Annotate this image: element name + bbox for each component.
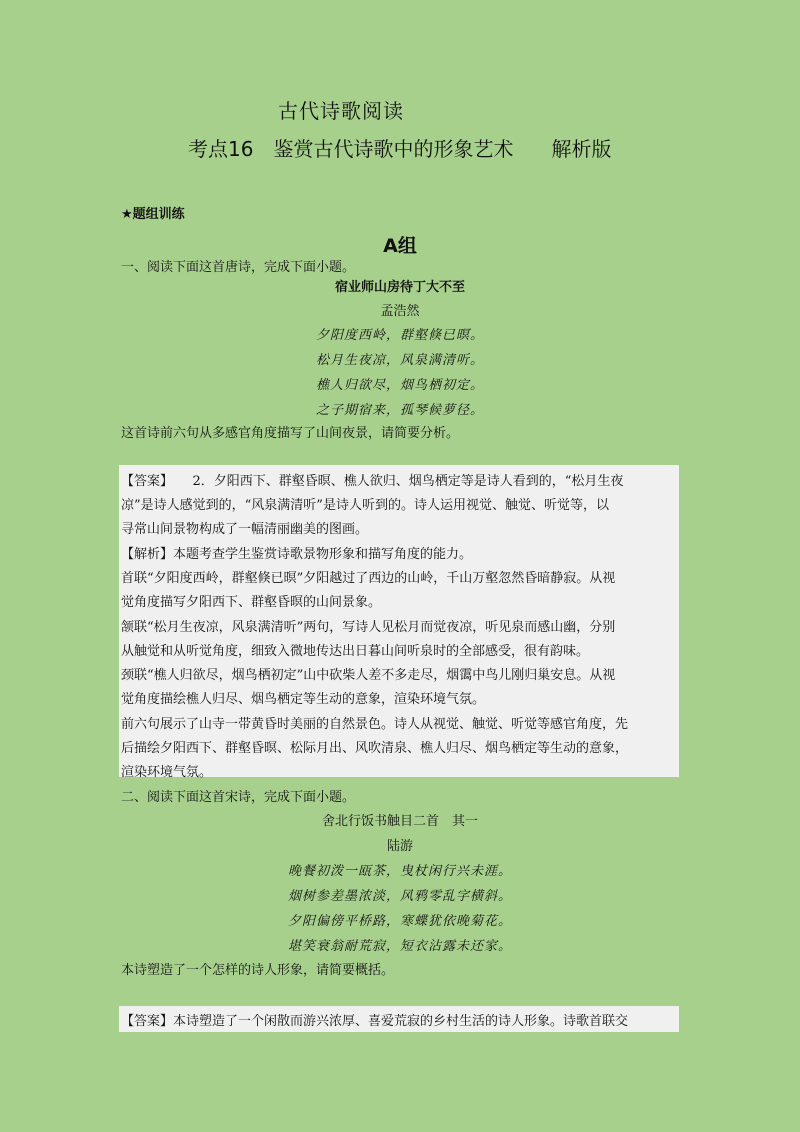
answer1-line: 觉角度描写夕阳西下、群壑昏暝的山间景象。 <box>121 595 382 610</box>
subtitle-topic: 考点16 鉴赏古代诗歌中的形象艺术 <box>188 137 514 161</box>
page-subtitle <box>188 133 611 162</box>
answer1-line: 觉角度描绘樵人归尽、烟鸟栖定等生动的意象，渲染环境气氛。 <box>121 692 486 707</box>
q2-verse-4: 堪笑衰翁耐荒寂，短衣沾露未还家。 <box>287 939 512 954</box>
answer1-line: 从触觉和从听觉角度，细致入微地传达出日暮山间听泉时的全部感受，很有韵味。 <box>121 644 590 659</box>
q2-verse-1: 晚餐初泼一瓯茶，曳杖闲行兴未涯。 <box>287 864 512 879</box>
answer1-line: 后描绘夕阳西下、群壑昏暝、松际月出、风吹清泉、樵人归尽、烟鸟栖定等生动的意象， <box>121 741 629 756</box>
q1-verse-3: 樵人归欲尽，烟鸟栖初定。 <box>315 378 484 393</box>
subtitle-version: 解析版 <box>551 137 612 161</box>
answer1-line: 渲染环境气氛。 <box>121 765 213 780</box>
q2-poem-title: 舍北行饭书触目二首 其一 <box>321 814 478 829</box>
answer2-line: 【答案】本诗塑造了一个闲散而游兴浓厚、喜爱荒寂的乡村生活的诗人形象。诗歌首联交 <box>121 1014 629 1029</box>
answer1-line: 寻常山间景物构成了一幅清丽幽美的图画。 <box>121 522 369 537</box>
page-title: 古代诗歌阅读 <box>278 99 404 123</box>
q1-verse-1: 夕阳度西岭，群壑倏已暝。 <box>315 328 484 343</box>
q2-prompt: 二、阅读下面这首宋诗，完成下面小题。 <box>121 790 356 805</box>
q1-author: 孟浩然 <box>380 304 420 319</box>
answer1-line: 前六句展示了山寺一带黄昏时美丽的自然景色。诗人从视觉、触觉、听觉等感官角度，先 <box>121 717 629 732</box>
q1-verse-2: 松月生夜凉，风泉满清听。 <box>315 353 484 368</box>
answer1-line: 首联“夕阳度西岭，群壑倏已暝”夕阳越过了西边的山岭，千山万壑忽然昏暗静寂。从视 <box>121 571 616 586</box>
answer1-line: 颈联“樵人归欲尽，烟鸟栖初定”山中砍柴人差不多走尽，烟霭中鸟儿刚归巢安息。从视 <box>121 668 616 683</box>
q1-question: 这首诗前六句从多感官角度描写了山间夜景，请简要分析。 <box>121 426 460 441</box>
q1-prompt: 一、阅读下面这首唐诗，完成下面小题。 <box>121 260 356 275</box>
q2-author: 陆游 <box>386 839 413 854</box>
answer1-line: 【答案】 2．夕阳西下、群壑昏暝、樵人欲归、烟鸟栖定等是诗人看到的，“松月生夜 <box>121 474 624 489</box>
q2-question: 本诗塑造了一个怎样的诗人形象，请简要概括。 <box>121 963 395 978</box>
section-label: ★题组训练 <box>121 207 185 222</box>
q2-verse-3: 夕阳偏傍平桥路，寒蝶犹依晚菊花。 <box>287 914 512 929</box>
q1-verse-4: 之子期宿来，孤琴候萝径。 <box>315 403 484 418</box>
answer1-line: 颔联“松月生夜凉，风泉满清听”两句，写诗人见松月而觉夜凉，听见泉而感山幽，分别 <box>121 620 616 635</box>
answer1-line: 凉”是诗人感觉到的，“风泉满清听”是诗人听到的。诗人运用视觉、触觉、听觉等，以 <box>121 498 609 513</box>
q1-poem-title: 宿业师山房待丁大不至 <box>334 280 465 295</box>
answer1-line: 【解析】本题考查学生鉴赏诗歌景物形象和描写角度的能力。 <box>121 547 473 562</box>
q2-verse-2: 烟树参差墨浓淡，风鸦零乱字横斜。 <box>287 889 512 904</box>
group-label: A组 <box>383 235 417 257</box>
